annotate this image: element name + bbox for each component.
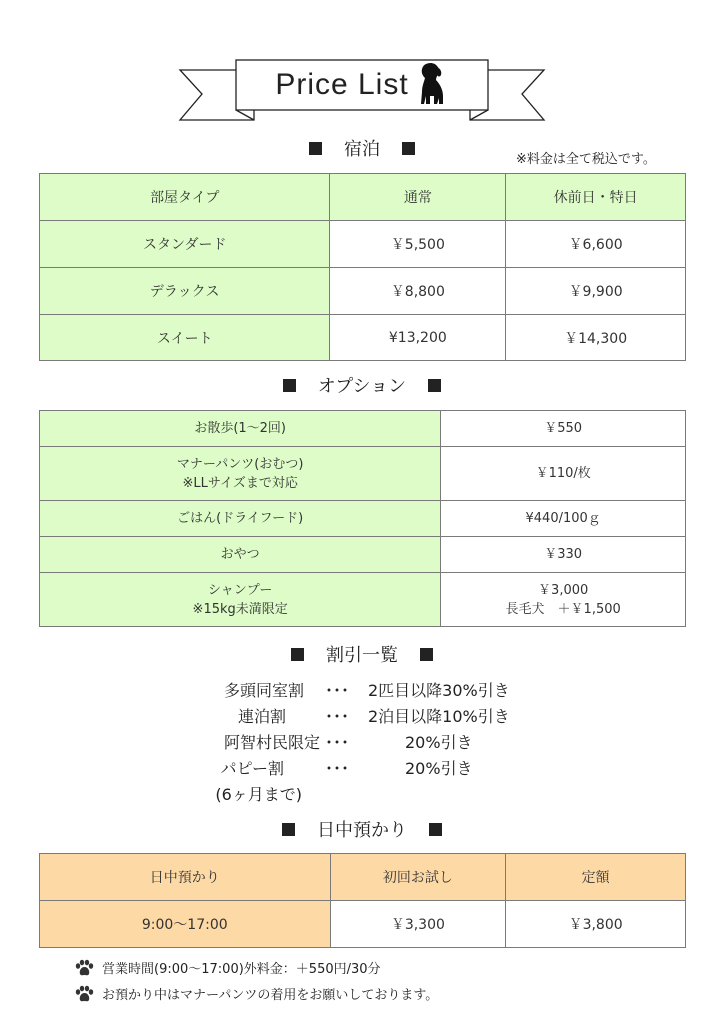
- options-table: [39, 410, 686, 627]
- daycare-price: ￥3,800: [506, 901, 686, 948]
- table-row: [40, 447, 686, 501]
- tax-note: ※料金は全て税込です。: [516, 152, 656, 167]
- lodging-heading: 宿泊: [0, 135, 724, 161]
- square-icon: [428, 379, 441, 392]
- header-regular: 通常: [330, 174, 506, 221]
- table-row: [40, 537, 686, 573]
- lodging-table: [39, 173, 686, 361]
- square-icon: [420, 648, 433, 661]
- table-row: [40, 573, 686, 627]
- header-room-type: 部屋タイプ: [40, 174, 330, 221]
- table-row: [40, 268, 686, 315]
- room-name: スイート: [40, 315, 330, 361]
- dog-icon: [416, 62, 446, 106]
- room-price: ¥13,200: [330, 315, 506, 361]
- square-icon: [429, 823, 442, 836]
- daycare-heading: 日中預かり: [0, 816, 724, 842]
- room-price: ￥5,500: [330, 221, 506, 268]
- footnote: お預かり中はマナーパンツの着用をお願いしております。: [74, 984, 438, 1003]
- table-header-row: [40, 174, 686, 221]
- option-name: マナーパンツ(おむつ) ※LLサイズまで対応: [40, 447, 441, 501]
- square-icon: [283, 379, 296, 392]
- daycare-table: [39, 853, 686, 948]
- page-title: Price List: [275, 68, 409, 101]
- table-row: [40, 411, 686, 447]
- option-price: ￥550: [441, 411, 686, 447]
- option-name: お散歩(1〜2回): [40, 411, 441, 447]
- header-daycare: 日中預かり: [40, 854, 331, 901]
- option-name: ごはん(ドライフード): [40, 501, 441, 537]
- room-name: デラックス: [40, 268, 330, 315]
- room-price: ￥14,300: [506, 315, 686, 361]
- table-header-row: [40, 854, 686, 901]
- header-holiday: 休前日・特日: [506, 174, 686, 221]
- paw-icon: [74, 959, 94, 977]
- option-price: ￥3,000 長毛犬 ＋￥1,500: [441, 573, 686, 627]
- option-price: ￥110/枚: [441, 447, 686, 501]
- square-icon: [291, 648, 304, 661]
- square-icon: [402, 142, 415, 155]
- table-row: [40, 221, 686, 268]
- room-price: ￥9,900: [506, 268, 686, 315]
- option-name: シャンプー ※15kg未満限定: [40, 573, 441, 627]
- footnote: 営業時間(9:00〜17:00)外料金：＋550円/30分: [74, 958, 381, 977]
- puppy-note: (6ヶ月まで): [215, 785, 302, 804]
- daycare-price: ￥3,300: [330, 901, 506, 948]
- discount-list: 多頭同室割 ･･･ 2匹目以降30%引き 連泊割 ･･･ 2泊目以降10%引き 阿智村民限定 ･･･ 20%引き パピー割 ･･･ 20%引き (6ヶ月まで): [0, 678, 724, 808]
- option-price: ¥440/100ｇ: [441, 501, 686, 537]
- square-icon: [282, 823, 295, 836]
- header-trial: 初回お試し: [330, 854, 506, 901]
- table-row: [40, 501, 686, 537]
- table-row: [40, 315, 686, 361]
- discounts-heading: 割引一覧: [0, 641, 724, 667]
- table-row: [40, 901, 686, 948]
- room-name: スタンダード: [40, 221, 330, 268]
- option-price: ￥330: [441, 537, 686, 573]
- room-price: ￥8,800: [330, 268, 506, 315]
- paw-icon: [74, 985, 94, 1003]
- header-fixed: 定額: [506, 854, 686, 901]
- daycare-hours: 9:00〜17:00: [40, 901, 331, 948]
- option-name: おやつ: [40, 537, 441, 573]
- room-price: ￥6,600: [506, 221, 686, 268]
- options-heading: オプション: [0, 372, 724, 398]
- square-icon: [309, 142, 322, 155]
